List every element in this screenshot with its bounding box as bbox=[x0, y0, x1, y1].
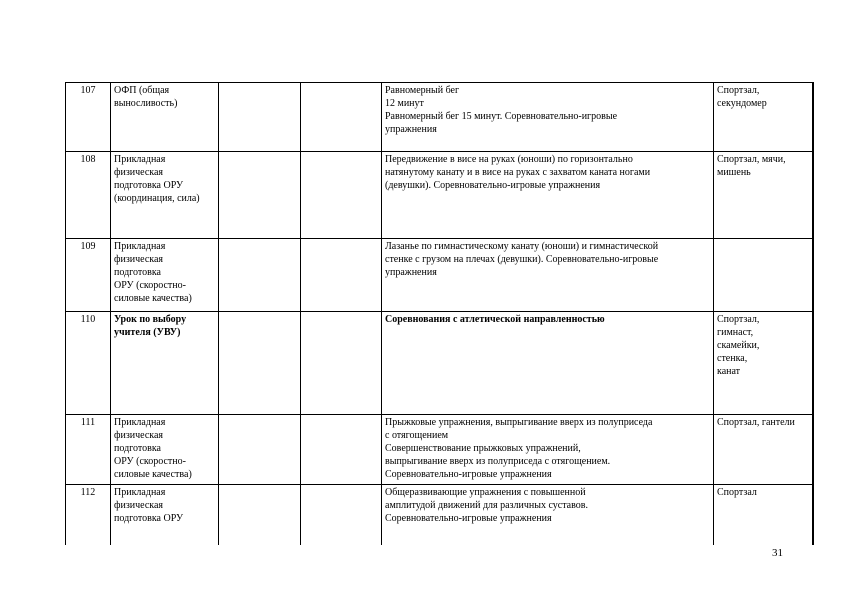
lesson-content-cell bbox=[382, 485, 714, 545]
cell-line: Спортзал, bbox=[717, 314, 760, 325]
cell-line: Спортзал, мячи, bbox=[717, 154, 786, 165]
lesson-number-cell: 110 bbox=[66, 312, 111, 415]
table-row bbox=[66, 83, 813, 152]
cell-line: физическая bbox=[114, 167, 164, 178]
empty-cell bbox=[219, 152, 301, 239]
equipment-cell bbox=[714, 312, 813, 415]
lesson-plan-table bbox=[65, 82, 814, 545]
cell-line: Соревнования с атлетической направленностью bbox=[385, 314, 605, 325]
empty-cell bbox=[219, 415, 301, 485]
cell-line: (координация, сила) bbox=[114, 193, 200, 204]
cell-line: Прикладная bbox=[114, 154, 166, 165]
cell-line: Прикладная bbox=[114, 417, 166, 428]
cell-line: Соревновательно-игровые упражнения bbox=[385, 513, 552, 524]
cell-line: ОРУ (скоростно- bbox=[114, 280, 186, 291]
equipment-cell bbox=[714, 152, 813, 239]
table-row bbox=[66, 239, 813, 312]
lesson-topic-cell bbox=[111, 415, 219, 485]
lesson-number-cell: 111 bbox=[66, 415, 111, 485]
empty-cell bbox=[301, 239, 382, 312]
cell-line: учителя (УВУ) bbox=[114, 327, 181, 338]
cell-line: гимнаст, bbox=[717, 327, 754, 338]
empty-cell bbox=[219, 312, 301, 415]
cell-line: с отягощением bbox=[385, 430, 449, 441]
cell-line: Спортзал, bbox=[717, 85, 760, 96]
cell-line: Соревновательно-игровые упражнения bbox=[385, 469, 552, 480]
cell-line: подготовка bbox=[114, 443, 161, 454]
cell-line: Лазанье по гимнастическому канату (юноши) и гимнастической bbox=[385, 241, 659, 252]
cell-line: Спортзал bbox=[717, 487, 757, 498]
lesson-topic-cell bbox=[111, 239, 219, 312]
lesson-topic-cell bbox=[111, 152, 219, 239]
cell-line: Совершенствование прыжковых упражнений, bbox=[385, 443, 581, 454]
cell-line: натянутому канату и в висе на руках с захватом каната ногами bbox=[385, 167, 651, 178]
cell-line: амплитудой движений для различных суставов. bbox=[385, 500, 588, 511]
cell-line: физическая bbox=[114, 430, 164, 441]
table-row bbox=[66, 415, 813, 485]
lesson-topic-cell bbox=[111, 485, 219, 545]
cell-line: 12 минут bbox=[385, 98, 424, 109]
cell-line: подготовка bbox=[114, 267, 161, 278]
cell-line: Равномерный бег bbox=[385, 85, 460, 96]
page-number: 31 bbox=[772, 547, 783, 559]
cell-line: стенке с грузом на плечах (девушки). Соревновательно-игровые bbox=[385, 254, 659, 265]
equipment-cell bbox=[714, 83, 813, 152]
equipment-cell bbox=[714, 415, 813, 485]
cell-line: Передвижение в висе на руках (юноши) по горизонтально bbox=[385, 154, 633, 165]
lesson-number-cell: 107 bbox=[66, 83, 111, 152]
cell-line: физическая bbox=[114, 254, 164, 265]
cell-line: ОФП (общая bbox=[114, 85, 170, 96]
cell-line: Урок по выбору bbox=[114, 314, 187, 325]
empty-cell bbox=[301, 312, 382, 415]
cell-line: подготовка ОРУ bbox=[114, 180, 184, 191]
empty-cell bbox=[219, 485, 301, 545]
cell-line: Прикладная bbox=[114, 241, 166, 252]
lesson-number-cell: 109 bbox=[66, 239, 111, 312]
lesson-topic-cell bbox=[111, 83, 219, 152]
equipment-cell bbox=[714, 485, 813, 545]
empty-cell bbox=[301, 83, 382, 152]
cell-line: выносливость) bbox=[114, 98, 178, 109]
equipment-cell bbox=[714, 239, 813, 312]
cell-line: физическая bbox=[114, 500, 164, 511]
lesson-content-cell bbox=[382, 239, 714, 312]
cell-line: упражнения bbox=[385, 267, 437, 278]
cell-line: упражнения bbox=[385, 124, 437, 135]
empty-cell bbox=[219, 83, 301, 152]
lesson-number-cell: 108 bbox=[66, 152, 111, 239]
lesson-content-cell bbox=[382, 83, 714, 152]
cell-line: (девушки). Соревновательно-игровые упражнения bbox=[385, 180, 601, 191]
cell-line: скамейки, bbox=[717, 340, 760, 351]
lesson-topic-cell bbox=[111, 312, 219, 415]
lesson-content-cell bbox=[382, 152, 714, 239]
lesson-content-cell bbox=[382, 312, 714, 415]
empty-cell bbox=[301, 485, 382, 545]
cell-line: стенка, bbox=[717, 353, 748, 364]
cell-line: Спортзал, гантели bbox=[717, 417, 795, 428]
cell-line: выпрыгивание вверх из полуприседа с отягощением. bbox=[385, 456, 611, 467]
table-row bbox=[66, 312, 813, 415]
cell-line: Прыжковые упражнения, выпрыгивание вверх из полуприседа bbox=[385, 417, 653, 428]
cell-line: Общеразвивающие упражнения с повышенной bbox=[385, 487, 586, 498]
table-row bbox=[66, 485, 813, 545]
cell-line: силовые качества) bbox=[114, 469, 192, 480]
cell-line: силовые качества) bbox=[114, 293, 192, 304]
cell-line: мишень bbox=[717, 167, 751, 178]
empty-cell bbox=[219, 239, 301, 312]
cell-line: канат bbox=[717, 366, 741, 377]
cell-line: Равномерный бег 15 минут. Соревновательно-игровые bbox=[385, 111, 618, 122]
table-row bbox=[66, 152, 813, 239]
lesson-content-cell bbox=[382, 415, 714, 485]
cell-line: Прикладная bbox=[114, 487, 166, 498]
empty-cell bbox=[301, 152, 382, 239]
cell-line: секундомер bbox=[717, 98, 767, 109]
empty-cell bbox=[301, 415, 382, 485]
cell-line: подготовка ОРУ bbox=[114, 513, 184, 524]
cell-line: ОРУ (скоростно- bbox=[114, 456, 186, 467]
lesson-number-cell: 112 bbox=[66, 485, 111, 545]
